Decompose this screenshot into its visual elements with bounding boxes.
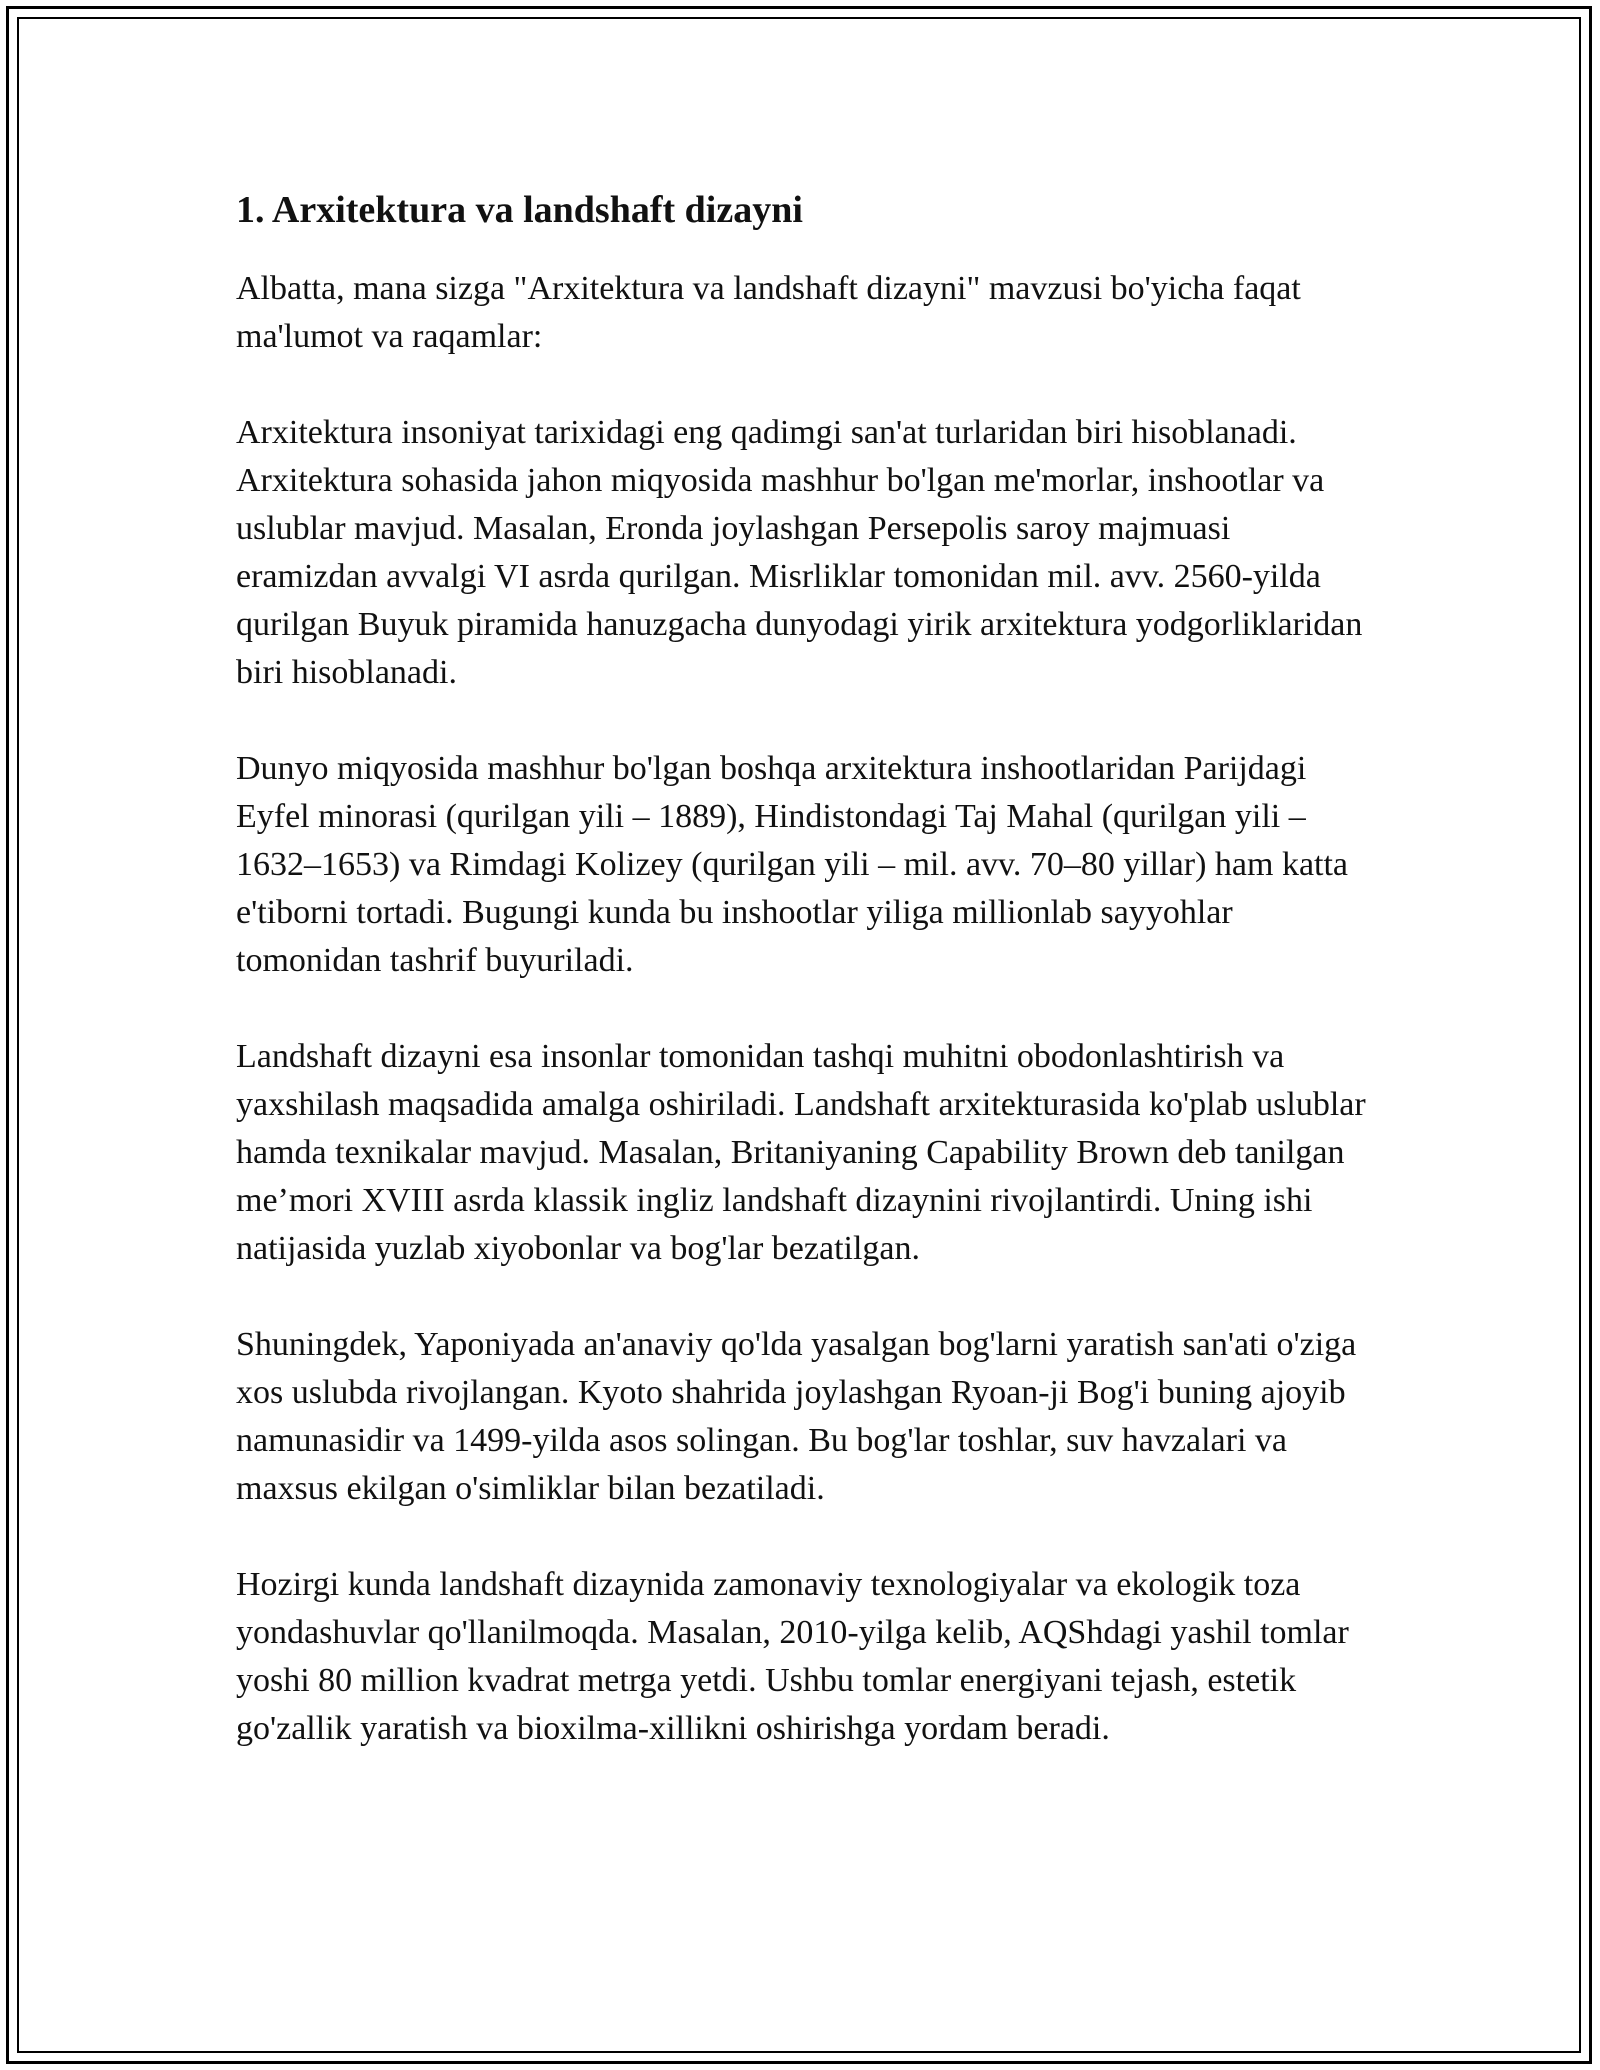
paragraph-architecture-history: Arxitektura insoniyat tarixidagi eng qadimgi san'at turlaridan biri hisoblanadi. Arxitektura sohasida jahon miqyosida mashhur bo'lgan me'morlar, inshootlar va uslublar mavjud. Masalan, Eronda joylashgan Persepolis saroy majmuasi eramizdan avvalgi VI asrda qurilgan. Misrliklar tomonidan mil. avv. 2560-yilda qurilgan Buyuk piramida hanuzgacha dunyodagi yirik arxitektura yodgorliklaridan biri hisoblanadi. [236, 414, 1363, 692]
paragraph-modern-technologies: Hozirgi kunda landshaft dizaynida zamonaviy texnologiyalar va ekologik toza yondashuvlar qo'llanilmoqda. Masalan, 2010-yilga kelib, AQShdagi yashil tomlar yoshi 80 million kvadrat metrga yetdi. Ushbu tomlar energiyani tejash, estetik go'zallik yaratish va bioxilma-xillikni oshirishga yordam beradi. [236, 1566, 1349, 1748]
document-heading: 1. Arxitektura va landshaft dizayni [236, 189, 803, 231]
document-body [236, 186, 1366, 1801]
paragraph-famous-structures: Dunyo miqyosida mashhur bo'lgan boshqa arxitektura inshootlaridan Parijdagi Eyfel minorasi (qurilgan yili – 1889), Hindistondagi Taj Mahal (qurilgan yili – 1632–1653) va Rimdagi Kolizey (qurilgan yili – mil. avv. 70–80 yillar) ham katta e'tiborni tortadi. Bugungi kunda bu inshootlar yiliga millionlab sayyohlar tomonidan tashrif buyuriladi. [236, 750, 1349, 980]
paragraph-japanese-gardens: Shuningdek, Yaponiyada an'anaviy qo'lda yasalgan bog'larni yaratish san'ati o'ziga xos uslubda rivojlangan. Kyoto shahrida joylashgan Ryoan-ji Bog'i buning ajoyib namunasidir va 1499-yilda asos solingan. Bu bog'lar toshlar, suv havzalari va maxsus ekilgan o'simliklar bilan bezatiladi. [236, 1326, 1357, 1508]
paragraph-intro: Albatta, mana sizga "Arxitektura va landshaft dizayni" mavzusi bo'yicha faqat ma'lumot va raqamlar: [236, 270, 1301, 356]
paragraph-landscape-design: Landshaft dizayni esa insonlar tomonidan tashqi muhitni obodonlashtirish va yaxshilash maqsadida amalga oshiriladi. Landshaft arxitekturasida ko'plab uslublar hamda texnikalar mavjud. Masalan, Britaniyaning Capability Brown deb tanilgan me’mori XVIII asrda klassik ingliz landshaft dizaynini rivojlantirdi. Uning ishi natijasida yuzlab xiyobonlar va bog'lar bezatilgan. [236, 1038, 1366, 1268]
